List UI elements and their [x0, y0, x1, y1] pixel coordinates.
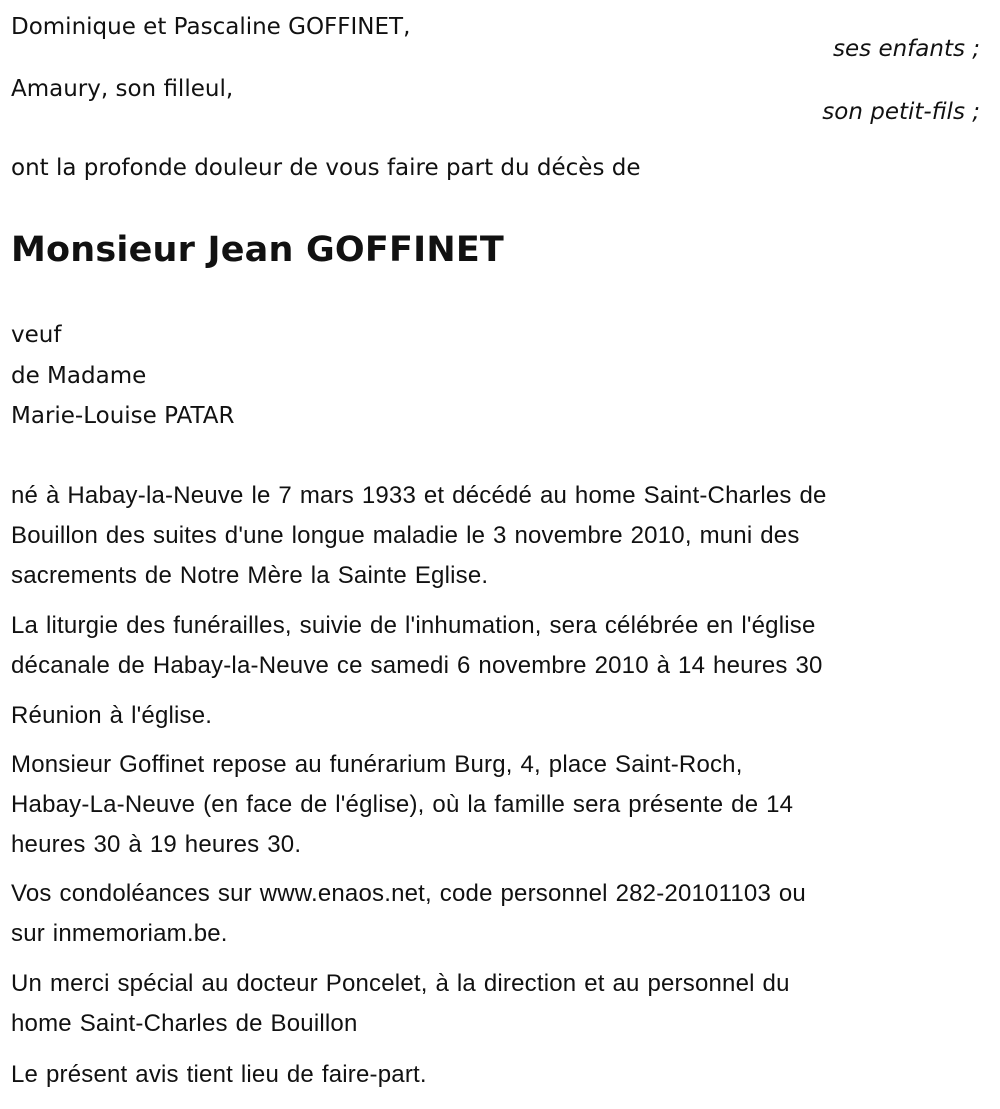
paragraph-thanks: [11, 964, 980, 1044]
paragraph-funeral-home: [11, 745, 980, 865]
text-line: décanale de Habay-la-Neuve ce samedi 6 novembre 2010 à 14 heures 30: [11, 652, 823, 679]
text-line: Le présent avis tient lieu de faire-part.: [11, 1061, 427, 1088]
text-line: sacrements de Notre Mère la Sainte Eglise.: [11, 562, 489, 589]
text-line: heures 30 à 19 heures 30.: [11, 831, 302, 858]
family-line-children: Dominique et Pascaline GOFFINET,: [11, 14, 411, 40]
text-line: home Saint-Charles de Bouillon: [11, 1010, 358, 1037]
paragraph-condolences: [11, 874, 980, 954]
text-line: Monsieur Goffinet repose au funérarium Burg, 4, place Saint-Roch,: [11, 751, 743, 778]
paragraph-closing: [11, 1055, 980, 1095]
text-line: Habay-La-Neuve (en face de l'église), où la famille sera présente de 14: [11, 791, 794, 818]
text-line: Bouillon des suites d'une longue maladie le 3 novembre 2010, muni des: [11, 522, 800, 549]
paragraph-funeral: [11, 606, 980, 686]
spouse-line-2: de Madame: [11, 363, 147, 389]
paragraph-meeting: [11, 696, 980, 736]
text-line: Réunion à l'église.: [11, 702, 213, 729]
intro-text: ont la profonde douleur de vous faire part du décès de: [11, 155, 641, 181]
text-line: sur inmemoriam.be.: [11, 920, 228, 947]
text-line: Un merci spécial au docteur Poncelet, à la direction et au personnel du: [11, 970, 790, 997]
relation-children: ses enfants ;: [833, 36, 980, 62]
text-line: né à Habay-la-Neuve le 7 mars 1933 et décédé au home Saint-Charles de: [11, 482, 827, 509]
relation-grandson: son petit-fils ;: [822, 99, 980, 125]
deceased-title: Monsieur Jean GOFFINET: [11, 230, 504, 270]
family-line-godson: Amaury, son filleul,: [11, 76, 234, 102]
text-line: La liturgie des funérailles, suivie de l'inhumation, sera célébrée en l'église: [11, 612, 816, 639]
spouse-line-1: veuf: [11, 322, 62, 348]
paragraph-birth-death: [11, 476, 980, 596]
spouse-line-3: Marie-Louise PATAR: [11, 403, 235, 429]
text-line: Vos condoléances sur www.enaos.net, code personnel 282-20101103 ou: [11, 880, 806, 907]
